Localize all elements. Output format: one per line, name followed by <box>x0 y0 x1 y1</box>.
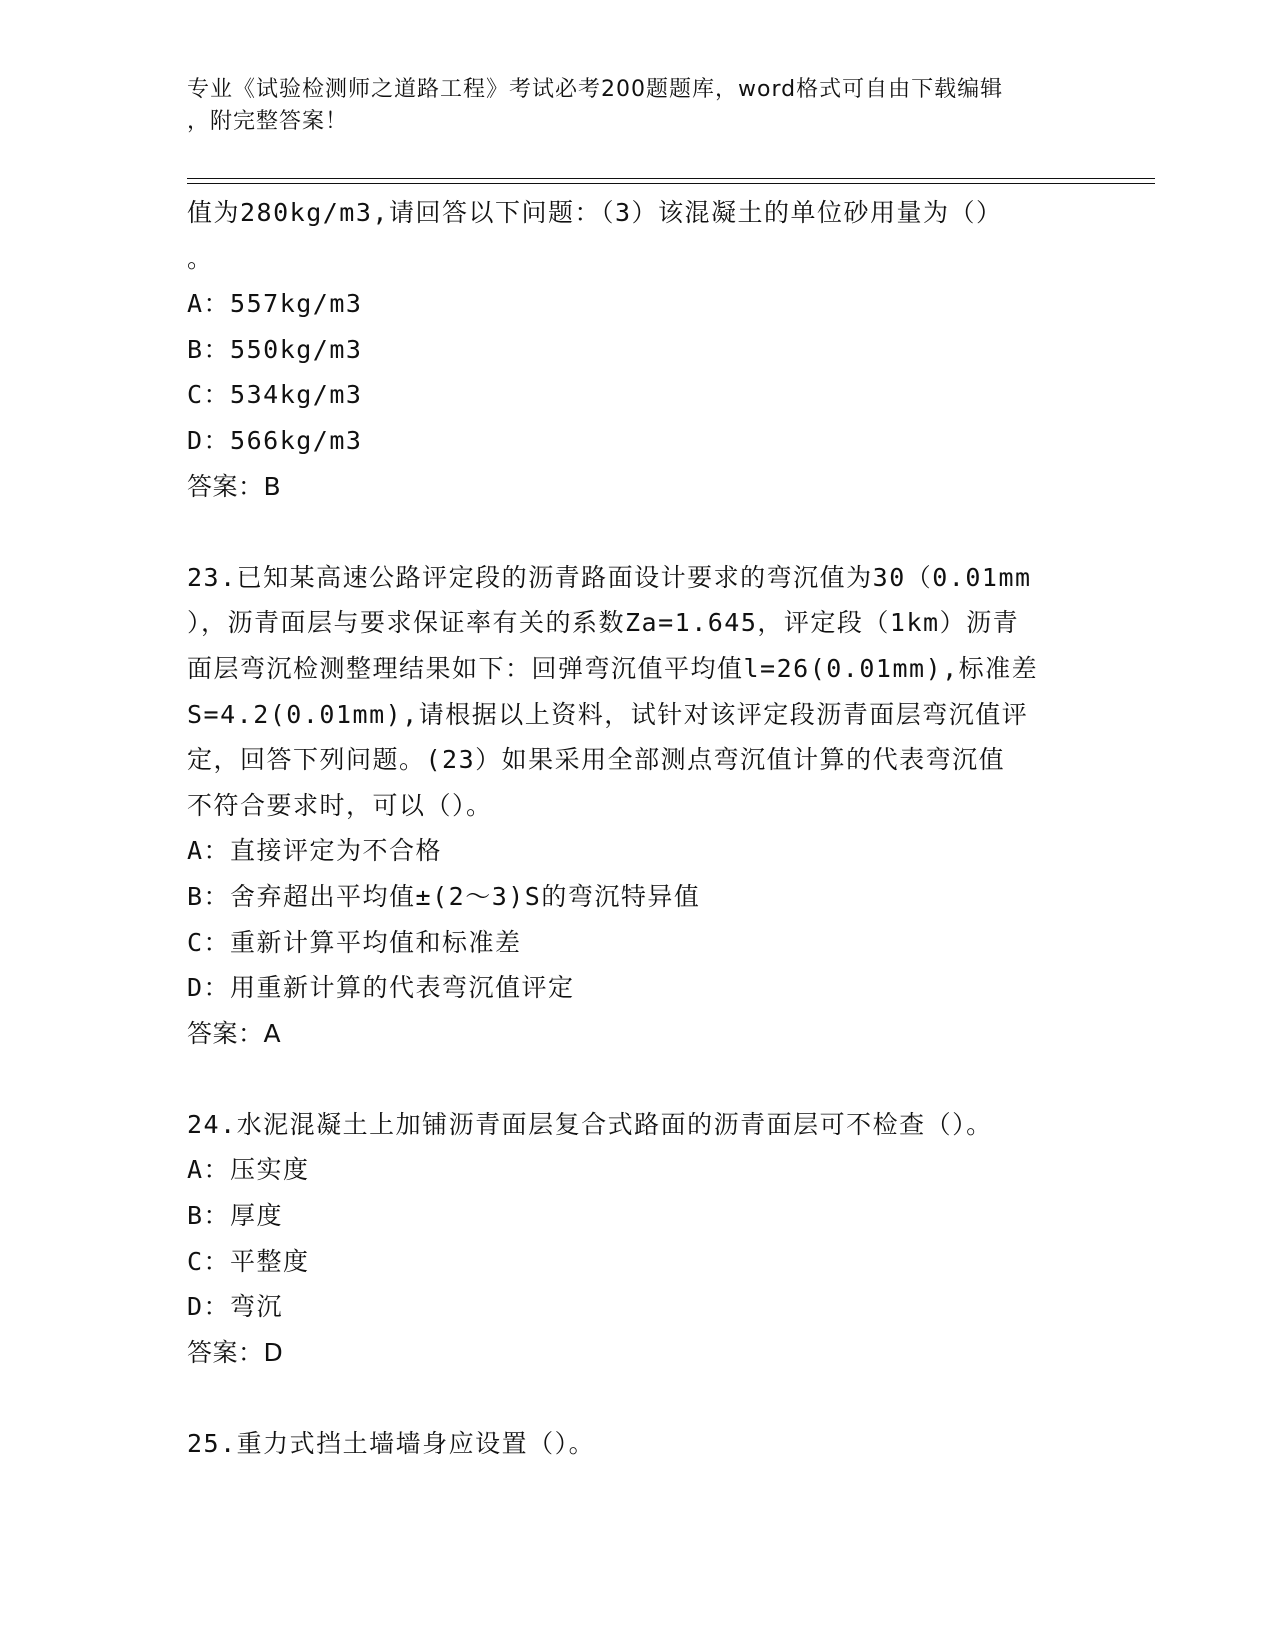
header-rule-bottom <box>187 183 1155 184</box>
question-text-line: 不符合要求时，可以（）。 <box>187 790 493 820</box>
question-text-line: ），沥青面层与要求保证率有关的系数Za=1.645，评定段（1km）沥青 <box>187 608 1020 638</box>
question-text-line: 24.水泥混凝土上加铺沥青面层复合式路面的沥青面层可不检查（）。 <box>187 1109 993 1139</box>
document-header <box>187 74 1087 138</box>
option-b: B：550kg/m3 <box>187 334 363 364</box>
option-d: D：566kg/m3 <box>187 425 363 455</box>
question-block <box>187 190 1087 509</box>
answer-line: 答案：D <box>187 1337 284 1367</box>
option-c: C：534kg/m3 <box>187 380 363 410</box>
option-a: A：557kg/m3 <box>187 289 363 319</box>
question-list <box>187 190 1087 1467</box>
option-d: D：用重新计算的代表弯沉值评定 <box>187 973 575 1003</box>
question-text-line: S=4.2(0.01mm),请根据以上资料，试针对该评定段沥青面层弯沉值评 <box>187 699 1029 729</box>
header-line-2: ，附完整答案！ <box>187 109 349 134</box>
question-text-line: 25.重力式挡土墙墙身应设置（）。 <box>187 1429 596 1459</box>
option-c: C：重新计算平均值和标准差 <box>187 927 522 957</box>
header-line-1: 专业《试验检测师之道路工程》考试必考200题题库，word格式可自由下载编辑 <box>187 77 1004 102</box>
option-b: B：厚度 <box>187 1201 284 1231</box>
option-a: A：压实度 <box>187 1155 310 1185</box>
spacer <box>187 509 1087 555</box>
question-block <box>187 1421 1087 1467</box>
answer-line: 答案：A <box>187 1018 282 1048</box>
question-text-line: 定，回答下列问题。(23）如果采用全部测点弯沉值计算的代表弯沉值 <box>187 745 1006 775</box>
question-text-line: 面层弯沉检测整理结果如下：回弹弯沉值平均值l=26(0.01mm),标准差 <box>187 653 1039 683</box>
option-d: D：弯沉 <box>187 1292 284 1322</box>
header-rule-top <box>187 178 1155 179</box>
answer-line: 答案：B <box>187 471 282 501</box>
question-text-line: 值为280kg/m3,请回答以下问题：（3）该混凝土的单位砂用量为（） <box>187 198 1003 227</box>
option-a: A：直接评定为不合格 <box>187 836 443 866</box>
question-block <box>187 1102 1087 1376</box>
spacer <box>187 1375 1087 1421</box>
question-text-line: 23.已知某高速公路评定段的沥青路面设计要求的弯沉值为30（0.01mm <box>187 562 1032 592</box>
option-b: B：舍弃超出平均值±(2～3)S的弯沉特异值 <box>187 881 701 911</box>
question-text-line: 。 <box>187 243 214 273</box>
spacer <box>187 1056 1087 1102</box>
question-block <box>187 555 1087 1057</box>
option-c: C：平整度 <box>187 1246 310 1276</box>
